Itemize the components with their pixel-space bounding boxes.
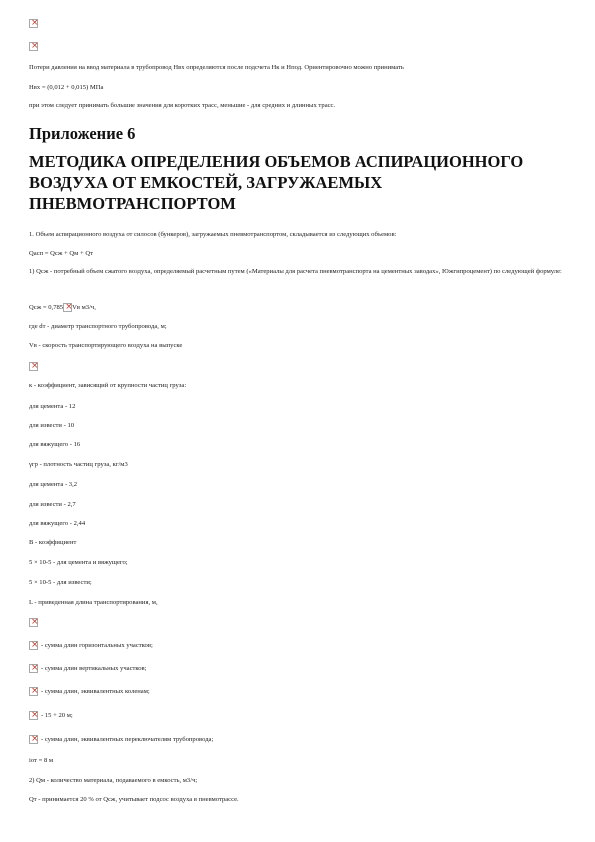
broken-image-icon (29, 19, 38, 28)
broken-image-icon (29, 711, 38, 720)
paragraph: для извести - 10 (29, 422, 75, 429)
broken-image-icon (29, 735, 38, 744)
paragraph: 1) Qсж - потребный объем сжатого воздуха, определяемый расчетным путем («Материалы для расчета пневмотранспорта на цементных заводах», Южгипроцемент) по следующей формуле: (29, 268, 562, 275)
paragraph: 2) Qм - количество материала, подаваемого в емкость, м3/ч; (29, 777, 198, 784)
broken-image-icon (29, 664, 38, 673)
paragraph: Потери давления на ввод материала в трубопровод Нвх определяются после подсчета Нк и Нпод. Ориентировочно можно принимать (29, 64, 404, 71)
formula-left: Qсж = 0,785 (29, 304, 64, 312)
paragraph: для вяжущего - 2,44 (29, 520, 86, 527)
list-item: ×- сумма длин, эквивалентных коленам; (29, 687, 150, 696)
paragraph: 1. Объем аспирационного воздуха от силосов (бункеров), загружаемых пневмотранспортом, складывается из следующих объемов: (29, 231, 397, 238)
list-item: ×- сумма длин горизонтальных участков; (29, 641, 153, 650)
broken-image-icon (29, 618, 38, 627)
paragraph: для цемента - 3,2 (29, 481, 78, 488)
paragraph: 5 × 10-5 - для цемента и вяжущего; (29, 559, 128, 566)
formula (29, 303, 96, 312)
paragraph: к - коэффициент, зависящий от крупности частиц груза: (29, 382, 187, 389)
list-item: ×- сумма длин, эквивалентных переключателям трубопровода; (29, 735, 213, 744)
paragraph: В - коэффициент (29, 539, 77, 546)
appendix-heading: Приложение 6 (29, 124, 136, 143)
broken-image-icon (63, 303, 72, 312)
paragraph: Qт - принимается 20 % от Qсж, учитывает подсос воздуха в пневмотрассе. (29, 796, 239, 803)
paragraph: где dт - диаметр транспортного трубопровода, м; (29, 323, 167, 330)
paragraph: L - приведенная длина транспортирования, м, (29, 599, 158, 606)
paragraph: для извести - 2,7 (29, 501, 76, 508)
formula: Qасп = Qсж + Qм + Qт (29, 250, 94, 257)
paragraph: для цемента - 12 (29, 403, 76, 410)
paragraph: при этом следует принимать большие значения для коротких трасс, меньшие - для средних и длинных трасс. (29, 102, 336, 109)
broken-image-icon (29, 42, 38, 51)
broken-image-icon (29, 362, 38, 371)
broken-image-icon (29, 687, 38, 696)
formula: Нвх = (0,012 + 0,015) МПа (29, 84, 104, 91)
broken-image-icon (29, 641, 38, 650)
list-item: ×- 15 + 20 м; (29, 711, 73, 720)
paragraph: γгр - плотность частиц груза, кг/м3 (29, 461, 128, 468)
paragraph: Vв - скорость транспортирующего воздуха на выпуске (29, 342, 183, 349)
paragraph: 5 × 10-5 - для извести; (29, 579, 92, 586)
page-title: МЕТОДИКА ОПРЕДЕЛЕНИЯ ОБЪЕМОВ АСПИРАЦИОННОГО ВОЗДУХА ОТ ЕМКОСТЕЙ, ЗАГРУЖАЕМЫХ ПНЕВМОТРАНСПОРТОМ (29, 152, 524, 213)
list-item: ×- сумма длин вертикальных участков; (29, 664, 147, 673)
paragraph: для вяжущего - 16 (29, 441, 81, 448)
paragraph: iот = 8 м (29, 757, 54, 764)
formula-right: Vв м3/ч, (72, 304, 96, 312)
